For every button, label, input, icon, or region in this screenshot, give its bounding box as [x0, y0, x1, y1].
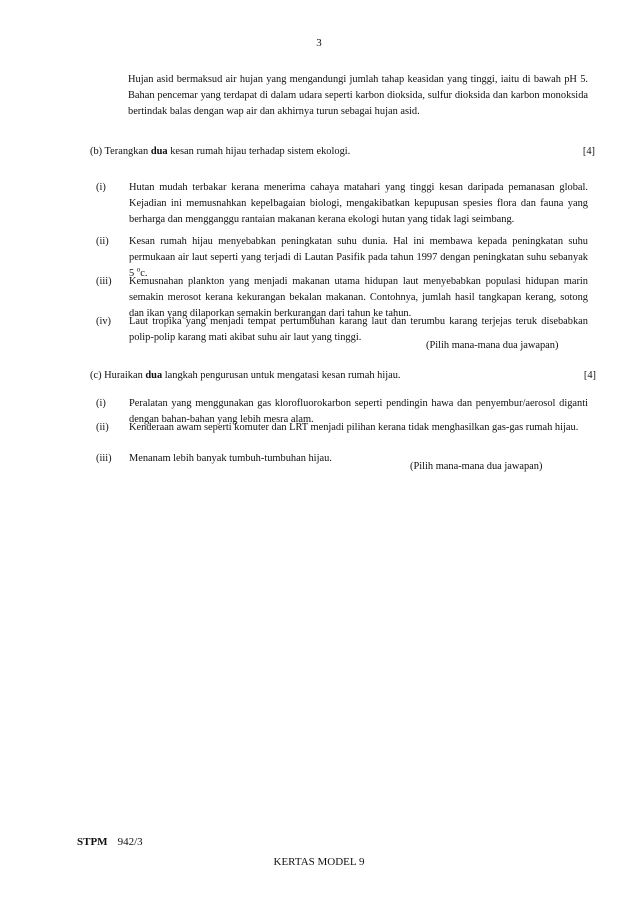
item-number: (i) [96, 182, 106, 193]
question-b-suffix: kesan rumah hijau terhadap sistem ekologi. [167, 146, 351, 157]
question-b-marks: [4] [582, 146, 595, 157]
question-b-heading [90, 146, 595, 157]
footer-exam-name: STPM [77, 836, 108, 848]
question-b-note: (Pilih mana-mana dua jawapan) [426, 340, 559, 351]
item-number: (iii) [96, 276, 112, 287]
question-c-bold: dua [145, 370, 163, 381]
question-c-text [90, 370, 401, 381]
item-text: Kenderaan awam seperti komuter dan LRT menjadi pilihan kerana tidak menghasilkan gas-gas rumah hijau. [129, 422, 579, 433]
footer-model-paper: KERTAS MODEL 9 [273, 856, 365, 868]
footer-code: 942/3 [117, 836, 143, 848]
question-b-bold: dua [150, 146, 168, 157]
item-number: (iv) [96, 316, 112, 327]
item-text-main: Kesan rumah hijau menyebabkan peningkatan suhu dunia. Hal ini membawa kepada peningkatan suhu permukaan air laut seperti yang terjadi di Lautan Pasifik pada tahun 1997 dengan peningkatan suhu sebanyak 5 [129, 236, 588, 279]
item-number: (i) [96, 398, 106, 409]
item-text: Laut tropika yang menjadi tempat pertumbuhan karang laut dan terumbu karang terjejas teruk disebabkan polip-polip karang mati akibat suhu air laut yang tinggi. [129, 316, 588, 343]
degree-symbol: o [136, 265, 141, 274]
answer-b-item-1 [96, 180, 588, 228]
footer-paper-code [77, 836, 143, 848]
item-text: Hutan mudah terbakar kerana menerima cahaya matahari yang tinggi kesan daripada pemanasan global. Kejadian ini memusnahkan kepelbagaian biologi, mengakibatkan kepupusan spesies flora dan fauna yang berharga dan mengganggu rantaian makanan kerana ekologi hutan yang tidak lagi seimbang. [129, 182, 588, 225]
intro-paragraph: Hujan asid bermaksud air hujan yang mengandungi jumlah tahap keasidan yang tinggi, iaitu di bawah pH 5. Bahan pencemar yang terdapat di dalam udara seperti karbon dioksida, sulfur dioksida dan karbon monoksida bertindak balas dengan wap air dan akhirnya turun sebagai hujan asid. [128, 74, 588, 117]
question-b-text [90, 146, 350, 157]
question-c-marks: [4] [583, 370, 596, 381]
item-text: Kemusnahan plankton yang menjadi makanan utama hidupan laut menyebabkan populasi hidupan marin semakin merosot kerana kekurangan bekalan makanan. Contohnya, jumlah hasil tangkapan kerang, sotong dan ikan yang dilaporkan semakin berkurangan dari tahun ke tahun. [129, 276, 588, 319]
item-text-tail: c. [140, 268, 148, 279]
question-c-prefix: (c) Huraikan [90, 370, 146, 381]
question-c-heading [90, 370, 596, 381]
page-number: 3 [316, 37, 322, 49]
question-c-suffix: langkah pengurusan untuk mengatasi kesan rumah hijau. [162, 370, 401, 381]
question-c-note: (Pilih mana-mana dua jawapan) [410, 461, 543, 472]
answer-c-item-2 [96, 420, 588, 436]
item-text: Peralatan yang menggunakan gas klorofluorokarbon seperti pendingin hawa dan penyembur/aerosol diganti dengan bahan-bahan yang lebih mesra alam. [129, 398, 588, 425]
item-number: (iii) [96, 453, 112, 464]
item-number: (ii) [96, 236, 109, 247]
question-b-prefix: (b) Terangkan [90, 146, 151, 157]
item-number: (ii) [96, 422, 109, 433]
item-text: Menanam lebih banyak tumbuh-tumbuhan hijau. [129, 453, 332, 464]
